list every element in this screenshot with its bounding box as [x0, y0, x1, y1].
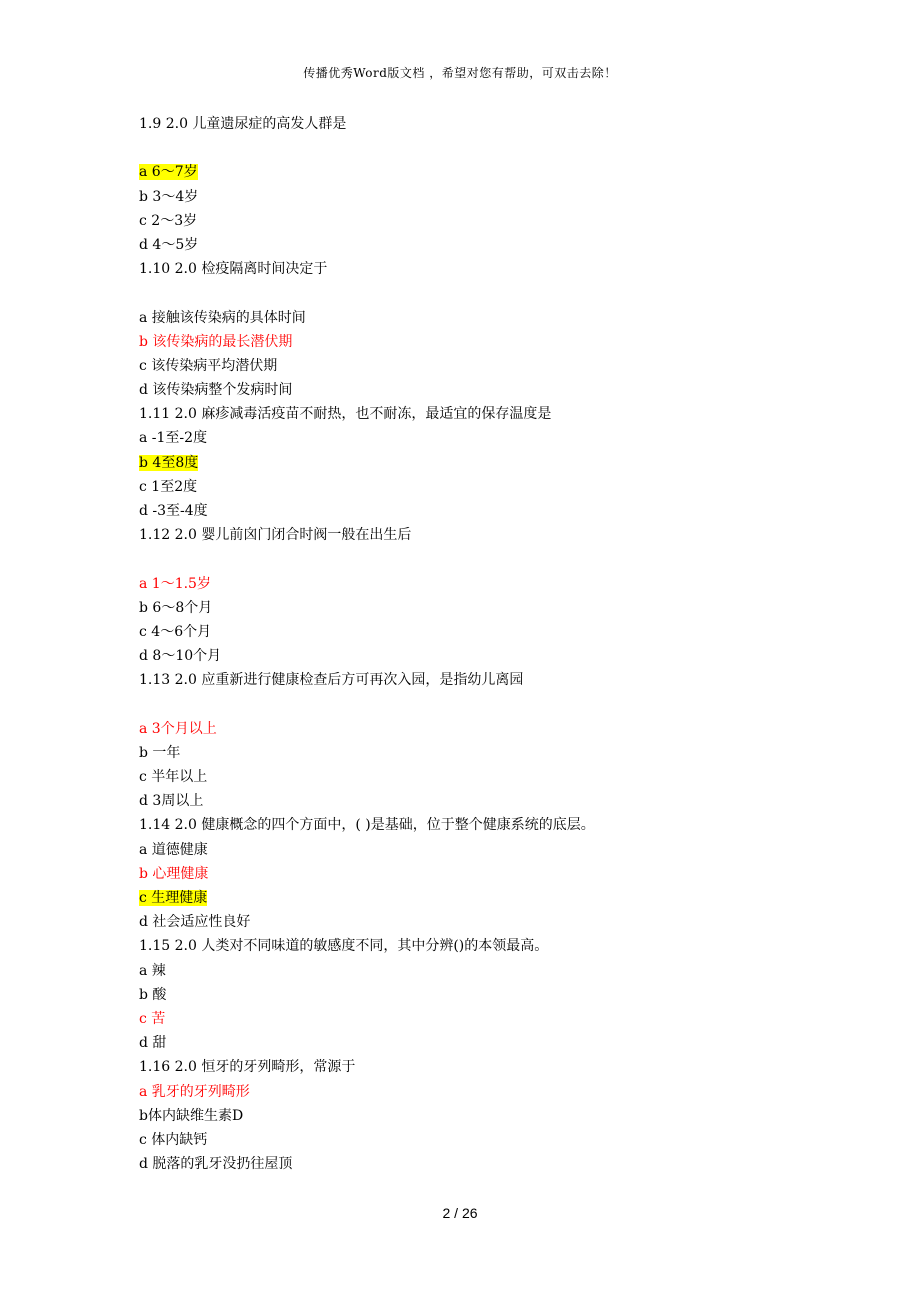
question-1-9	[139, 112, 839, 136]
option-b-answer: b 该传染病的最长潜伏期	[139, 333, 293, 350]
option-b: b 6～8个月	[139, 599, 213, 616]
question-text: 麻疹减毒活疫苗不耐热，也不耐冻，最适宜的保存温度是	[201, 406, 552, 423]
question-text: 恒牙的牙列畸形，常源于	[201, 1059, 356, 1076]
question-1-12	[139, 523, 839, 547]
question-1-13	[139, 668, 839, 692]
option-d: d -3至-4度	[139, 503, 208, 519]
document-body	[139, 112, 839, 1176]
question-number: 1.13 2.0	[139, 672, 197, 689]
option-a-highlighted: a 6～7岁	[139, 164, 198, 181]
question-text: 检疫隔离时间决定于	[201, 261, 328, 278]
option-b: b体内缺维生素D	[139, 1107, 244, 1124]
option-b-answer: b 心理健康	[139, 865, 209, 882]
option-c: c 体内缺钙	[139, 1131, 208, 1148]
question-1-16	[139, 1055, 839, 1079]
question-number: 1.10 2.0	[139, 261, 197, 278]
option-d: d 脱落的乳牙没扔往屋顶	[139, 1156, 293, 1173]
question-text: 人类对不同味道的敏感度不同，其中分辨()的本领最高。	[201, 938, 549, 955]
option-b: b 酸	[139, 986, 167, 1003]
page-number: 2 / 26	[442, 1205, 478, 1221]
question-number: 1.12 2.0	[139, 527, 197, 544]
option-a: a 接触该传染病的具体时间	[139, 309, 306, 326]
option-c: c 2～3岁	[139, 212, 198, 229]
question-1-14	[139, 813, 839, 837]
question-1-15	[139, 934, 839, 958]
option-c: c 1至2度	[139, 478, 198, 495]
question-text: 健康概念的四个方面中，( )是基础，位于整个健康系统的底层。	[201, 817, 595, 834]
option-d: d 4～5岁	[139, 236, 199, 253]
question-1-11	[139, 402, 839, 426]
question-number: 1.14 2.0	[139, 817, 197, 834]
question-text: 应重新进行健康检查后方可再次入园，是指幼儿离园	[201, 672, 524, 689]
question-text: 婴儿前囟门闭合时阀一般在出生后	[201, 527, 412, 544]
page-header: 传播优秀Word版文档 ，希望对您有帮助，可双击去除！	[303, 66, 617, 80]
question-number: 1.16 2.0	[139, 1059, 197, 1076]
option-a: a 道德健康	[139, 841, 208, 858]
option-c: c 半年以上	[139, 769, 208, 786]
option-d: d 社会适应性良好	[139, 914, 251, 931]
question-number: 1.9 2.0	[139, 116, 188, 132]
option-d: d 该传染病整个发病时间	[139, 382, 293, 399]
question-number: 1.15 2.0	[139, 938, 197, 955]
option-a: a 辣	[139, 962, 166, 979]
question-1-10	[139, 257, 839, 281]
option-d: d 甜	[139, 1035, 167, 1052]
option-b-highlighted: b 4至8度	[139, 454, 199, 471]
option-a-answer: a 3个月以上	[139, 720, 217, 737]
option-a-answer: a 1～1.5岁	[139, 575, 211, 592]
question-text: 儿童遗尿症的高发人群是	[192, 116, 347, 132]
option-c: c 该传染病平均潜伏期	[139, 357, 278, 374]
option-a: a -1至-2度	[139, 430, 208, 447]
option-d: d 3周以上	[139, 793, 204, 810]
option-c-answer: c 苦	[139, 1010, 166, 1027]
option-b: b 3～4岁	[139, 188, 199, 205]
option-a-answer: a 乳牙的牙列畸形	[139, 1083, 250, 1100]
option-c: c 4～6个月	[139, 623, 212, 640]
question-number: 1.11 2.0	[139, 406, 197, 423]
option-b: b 一年	[139, 744, 181, 761]
option-d: d 8～10个月	[139, 648, 222, 665]
option-c-highlighted: c 生理健康	[139, 890, 208, 906]
